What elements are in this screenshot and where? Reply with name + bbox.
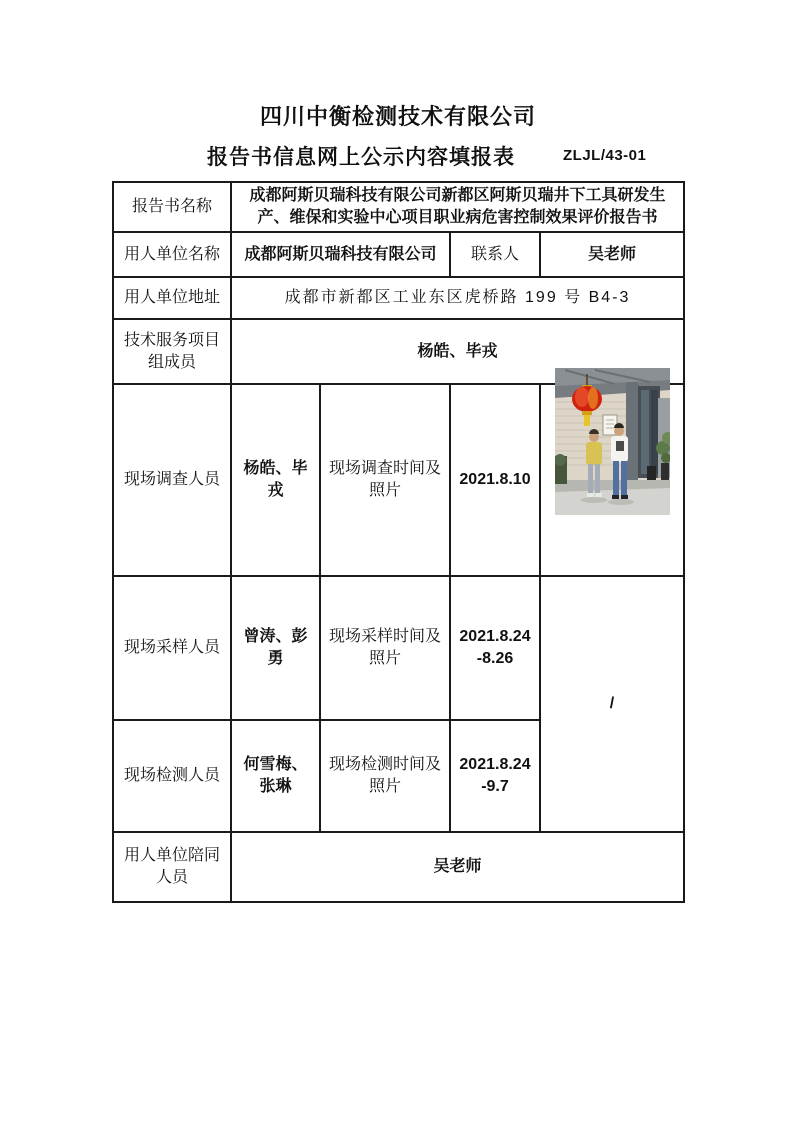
row-employer-name bbox=[113, 232, 684, 277]
form-title: 报告书信息网上公示内容填报表 bbox=[207, 146, 515, 169]
team-members-label: 技术服务项目组成员 bbox=[113, 319, 231, 384]
doc-code: ZLJL/43-01 bbox=[563, 147, 647, 164]
photo-placeholder-cell: / bbox=[540, 576, 684, 832]
row-report-name bbox=[113, 182, 684, 232]
row-site-survey bbox=[113, 384, 684, 576]
report-name-label: 报告书名称 bbox=[113, 182, 231, 232]
row-employer-address bbox=[113, 277, 684, 319]
accompanying-label: 用人单位陪同人员 bbox=[113, 832, 231, 902]
report-info-table bbox=[112, 181, 685, 903]
site-sampling-names: 曾涛、彭勇 bbox=[231, 576, 320, 720]
site-survey-time-label: 现场调查时间及照片 bbox=[320, 384, 450, 576]
employer-name-label: 用人单位名称 bbox=[113, 232, 231, 277]
employer-address-label: 用人单位地址 bbox=[113, 277, 231, 319]
site-testing-date bbox=[450, 720, 540, 832]
site-survey-label: 现场调查人员 bbox=[113, 384, 231, 576]
site-testing-time-label: 现场检测时间及照片 bbox=[320, 720, 450, 832]
site-sampling-date-line1: 2021.8.24 bbox=[459, 628, 531, 645]
site-testing-date-line2: -9.7 bbox=[481, 778, 509, 795]
row-accompanying bbox=[113, 832, 684, 902]
site-survey-names: 杨皓、毕戎 bbox=[231, 384, 320, 576]
site-photo bbox=[555, 368, 670, 515]
site-sampling-date bbox=[450, 576, 540, 720]
company-title: 四川中衡检测技术有限公司 bbox=[259, 104, 536, 129]
contact-value: 吴老师 bbox=[540, 232, 684, 277]
report-name-value: 成都阿斯贝瑞科技有限公司新都区阿斯贝瑞井下工具研发生产、维保和实验中心项目职业病危害控制效果评价报告书 bbox=[231, 182, 684, 232]
team-members-value: 杨皓、毕戎 bbox=[231, 319, 684, 384]
site-testing-label: 现场检测人员 bbox=[113, 720, 231, 832]
row-site-sampling bbox=[113, 576, 684, 720]
site-sampling-label: 现场采样人员 bbox=[113, 576, 231, 720]
site-sampling-date-line2: -8.26 bbox=[476, 650, 514, 667]
employer-address-value: 成都市新都区工业东区虎桥路 199 号 B4-3 bbox=[231, 277, 684, 319]
site-survey-photo-cell bbox=[540, 384, 684, 576]
form-title-row bbox=[113, 141, 683, 173]
site-sampling-time-label: 现场采样时间及照片 bbox=[320, 576, 450, 720]
site-survey-date: 2021.8.10 bbox=[450, 384, 540, 576]
employer-name-value: 成都阿斯贝瑞科技有限公司 bbox=[231, 232, 450, 277]
site-testing-names: 何雪梅、张琳 bbox=[231, 720, 320, 832]
accompanying-value: 吴老师 bbox=[231, 832, 684, 902]
contact-label: 联系人 bbox=[450, 232, 540, 277]
site-testing-date-line1: 2021.8.24 bbox=[459, 756, 531, 773]
